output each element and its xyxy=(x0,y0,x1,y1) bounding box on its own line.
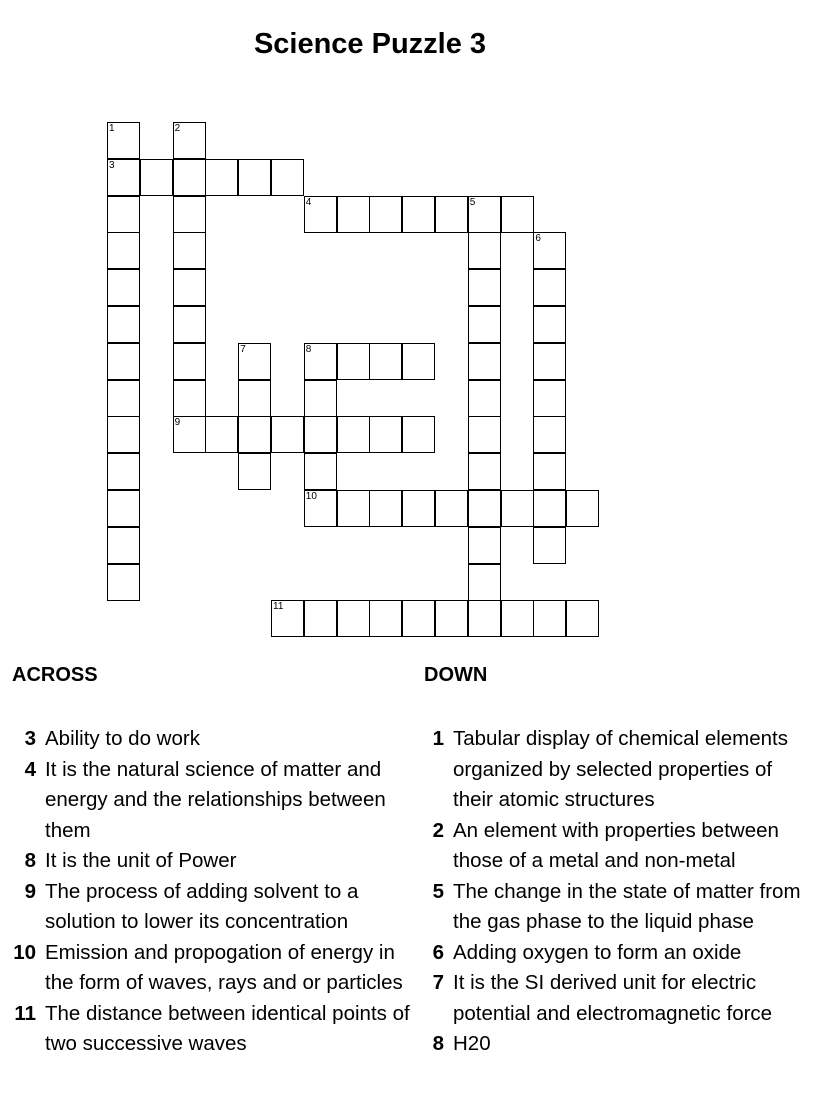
grid-cell[interactable] xyxy=(402,416,435,453)
down-clue xyxy=(420,968,812,1029)
grid-cell[interactable] xyxy=(369,343,402,380)
grid-cell[interactable] xyxy=(173,380,206,417)
grid-cell[interactable] xyxy=(435,600,468,637)
grid-cell[interactable] xyxy=(107,159,140,196)
grid-cell[interactable] xyxy=(140,159,173,196)
clue-number: 1 xyxy=(432,727,444,750)
clue-number: 6 xyxy=(432,940,444,964)
grid-cell[interactable] xyxy=(107,527,140,564)
clue-text: It is the unit of Power xyxy=(45,849,237,872)
across-clue xyxy=(0,877,410,938)
grid-cell[interactable] xyxy=(173,159,206,196)
clue-text: It is the natural science of matter and energy and the relationships between them xyxy=(45,757,386,842)
grid-cell[interactable] xyxy=(501,196,534,233)
grid-cell[interactable] xyxy=(468,564,501,601)
grid-cell[interactable] xyxy=(107,416,140,453)
cell-number: 4 xyxy=(305,196,312,208)
clue-number: 9 xyxy=(24,879,36,903)
grid-cell[interactable] xyxy=(468,527,501,564)
cell-number: 1 xyxy=(109,123,115,134)
grid-cell[interactable] xyxy=(107,343,140,380)
clue-number: 7 xyxy=(432,971,444,994)
grid-cell[interactable] xyxy=(173,232,206,269)
grid-cell[interactable] xyxy=(337,196,370,233)
grid-cell[interactable] xyxy=(271,159,304,196)
grid-cell[interactable] xyxy=(533,380,566,417)
grid-cell[interactable] xyxy=(468,306,501,343)
grid-cell[interactable] xyxy=(304,490,337,527)
grid-cell[interactable] xyxy=(533,453,566,490)
grid-cell[interactable] xyxy=(402,600,435,637)
grid-cell[interactable] xyxy=(566,600,599,637)
grid-cell[interactable] xyxy=(107,306,140,343)
grid-cell[interactable] xyxy=(533,269,566,306)
puzzle-title: Science Puzzle 3 xyxy=(253,28,487,60)
grid-cell[interactable] xyxy=(205,416,238,453)
grid-cell[interactable] xyxy=(304,196,337,233)
grid-cell[interactable] xyxy=(271,416,304,453)
across-clue xyxy=(0,999,410,1060)
grid-cell[interactable] xyxy=(271,600,304,637)
cell-number: 10 xyxy=(305,491,317,502)
grid-cell[interactable] xyxy=(468,490,501,527)
down-clue xyxy=(420,724,812,816)
clue-number: 8 xyxy=(432,1032,444,1055)
grid-cell[interactable] xyxy=(107,490,140,527)
grid-cell[interactable] xyxy=(238,159,271,196)
down-clue xyxy=(420,816,812,877)
grid-cell[interactable] xyxy=(337,343,370,380)
grid-cell[interactable] xyxy=(468,416,501,453)
across-clue xyxy=(0,938,410,999)
clue-number: 4 xyxy=(24,757,36,781)
down-clue xyxy=(420,877,812,938)
grid-cell[interactable] xyxy=(402,343,435,380)
clue-text: The change in the state of matter from the gas phase to the liquid phase xyxy=(453,879,801,933)
clue-text: The distance between identical points of two successive waves xyxy=(45,1001,410,1055)
clue-number: 3 xyxy=(24,727,36,750)
clue-text: It is the SI derived unit for electric potential and electromagnetic force xyxy=(453,971,773,1025)
grid-cell[interactable] xyxy=(533,600,566,637)
grid-cell[interactable] xyxy=(173,269,206,306)
grid-cell[interactable] xyxy=(173,196,206,233)
grid-cell[interactable] xyxy=(205,159,238,196)
grid-cell[interactable] xyxy=(337,600,370,637)
across-clue xyxy=(0,846,410,877)
grid-cell[interactable] xyxy=(107,232,140,269)
grid-cell[interactable] xyxy=(337,416,370,453)
across-clue-list xyxy=(0,724,410,1060)
grid-cell[interactable] xyxy=(369,416,402,453)
clue-number: 2 xyxy=(432,818,444,842)
down-clue xyxy=(420,1029,812,1060)
grid-cell[interactable] xyxy=(533,416,566,453)
grid-cell[interactable] xyxy=(304,380,337,417)
cell-number: 11 xyxy=(273,601,284,613)
grid-cell[interactable] xyxy=(402,196,435,233)
grid-cell[interactable] xyxy=(566,490,599,527)
clue-text: Ability to do work xyxy=(45,727,200,750)
grid-cell[interactable] xyxy=(238,416,271,453)
grid-cell[interactable] xyxy=(107,122,140,159)
cell-number: 9 xyxy=(174,417,181,429)
clue-text: An element with properties between those of a metal and non-metal xyxy=(453,818,779,872)
across-heading: ACROSS xyxy=(12,664,98,686)
grid-cell[interactable] xyxy=(107,564,140,601)
grid-cell[interactable] xyxy=(173,122,206,159)
grid-cell[interactable] xyxy=(533,232,566,269)
grid-cell[interactable] xyxy=(468,269,501,306)
clue-number: 8 xyxy=(24,849,36,872)
grid-cell[interactable] xyxy=(304,453,337,490)
grid-cell[interactable] xyxy=(304,416,337,453)
grid-cell[interactable] xyxy=(107,269,140,306)
grid-cell[interactable] xyxy=(107,196,140,233)
grid-cell[interactable] xyxy=(173,306,206,343)
grid-cell[interactable] xyxy=(468,232,501,269)
grid-cell[interactable] xyxy=(304,343,337,380)
cell-number: 5 xyxy=(469,196,476,208)
grid-cell[interactable] xyxy=(173,416,206,453)
clue-number: 5 xyxy=(432,879,444,903)
grid-cell[interactable] xyxy=(468,380,501,417)
grid-cell[interactable] xyxy=(238,453,271,490)
grid-cell[interactable] xyxy=(238,343,271,380)
grid-cell[interactable] xyxy=(402,490,435,527)
clue-number: 11 xyxy=(14,1001,36,1025)
grid-cell[interactable] xyxy=(304,600,337,637)
down-heading: DOWN xyxy=(424,664,488,686)
clue-text: The process of adding solvent to a solution to lower its concentration xyxy=(45,879,359,933)
grid-cell[interactable] xyxy=(173,343,206,380)
grid-cell[interactable] xyxy=(369,490,402,527)
down-clue xyxy=(420,938,812,969)
grid-cell[interactable] xyxy=(533,343,566,380)
across-clue xyxy=(0,755,410,847)
grid-cell[interactable] xyxy=(369,196,402,233)
grid-cell[interactable] xyxy=(107,380,140,417)
cell-number: 8 xyxy=(305,343,312,355)
grid-cell[interactable] xyxy=(533,527,566,564)
across-clue xyxy=(0,724,410,755)
clue-text: H20 xyxy=(453,1032,491,1055)
grid-cell[interactable] xyxy=(468,196,501,233)
grid-cell[interactable] xyxy=(533,306,566,343)
grid-cell[interactable] xyxy=(501,490,534,527)
grid-cell[interactable] xyxy=(468,600,501,637)
grid-cell[interactable] xyxy=(369,600,402,637)
grid-cell[interactable] xyxy=(468,343,501,380)
cell-number: 3 xyxy=(109,159,115,171)
cell-number: 7 xyxy=(240,343,246,355)
grid-cell[interactable] xyxy=(533,490,566,527)
cell-number: 2 xyxy=(174,123,181,134)
grid-cell[interactable] xyxy=(238,380,271,417)
clue-text: Adding oxygen to form an oxide xyxy=(453,940,742,964)
grid-cell[interactable] xyxy=(435,490,468,527)
cell-number: 6 xyxy=(535,233,541,245)
grid-cell[interactable] xyxy=(337,490,370,527)
grid-cell[interactable] xyxy=(435,196,468,233)
grid-cell[interactable] xyxy=(107,453,140,490)
clue-text: Emission and propogation of energy in the form of waves, rays and or particles xyxy=(45,940,403,994)
grid-cell[interactable] xyxy=(468,453,501,490)
grid-cell[interactable] xyxy=(501,600,534,637)
clue-number: 10 xyxy=(13,940,36,964)
down-clue-list xyxy=(420,724,812,1060)
clue-text: Tabular display of chemical elements organized by selected properties of their atomic structures xyxy=(453,727,788,811)
